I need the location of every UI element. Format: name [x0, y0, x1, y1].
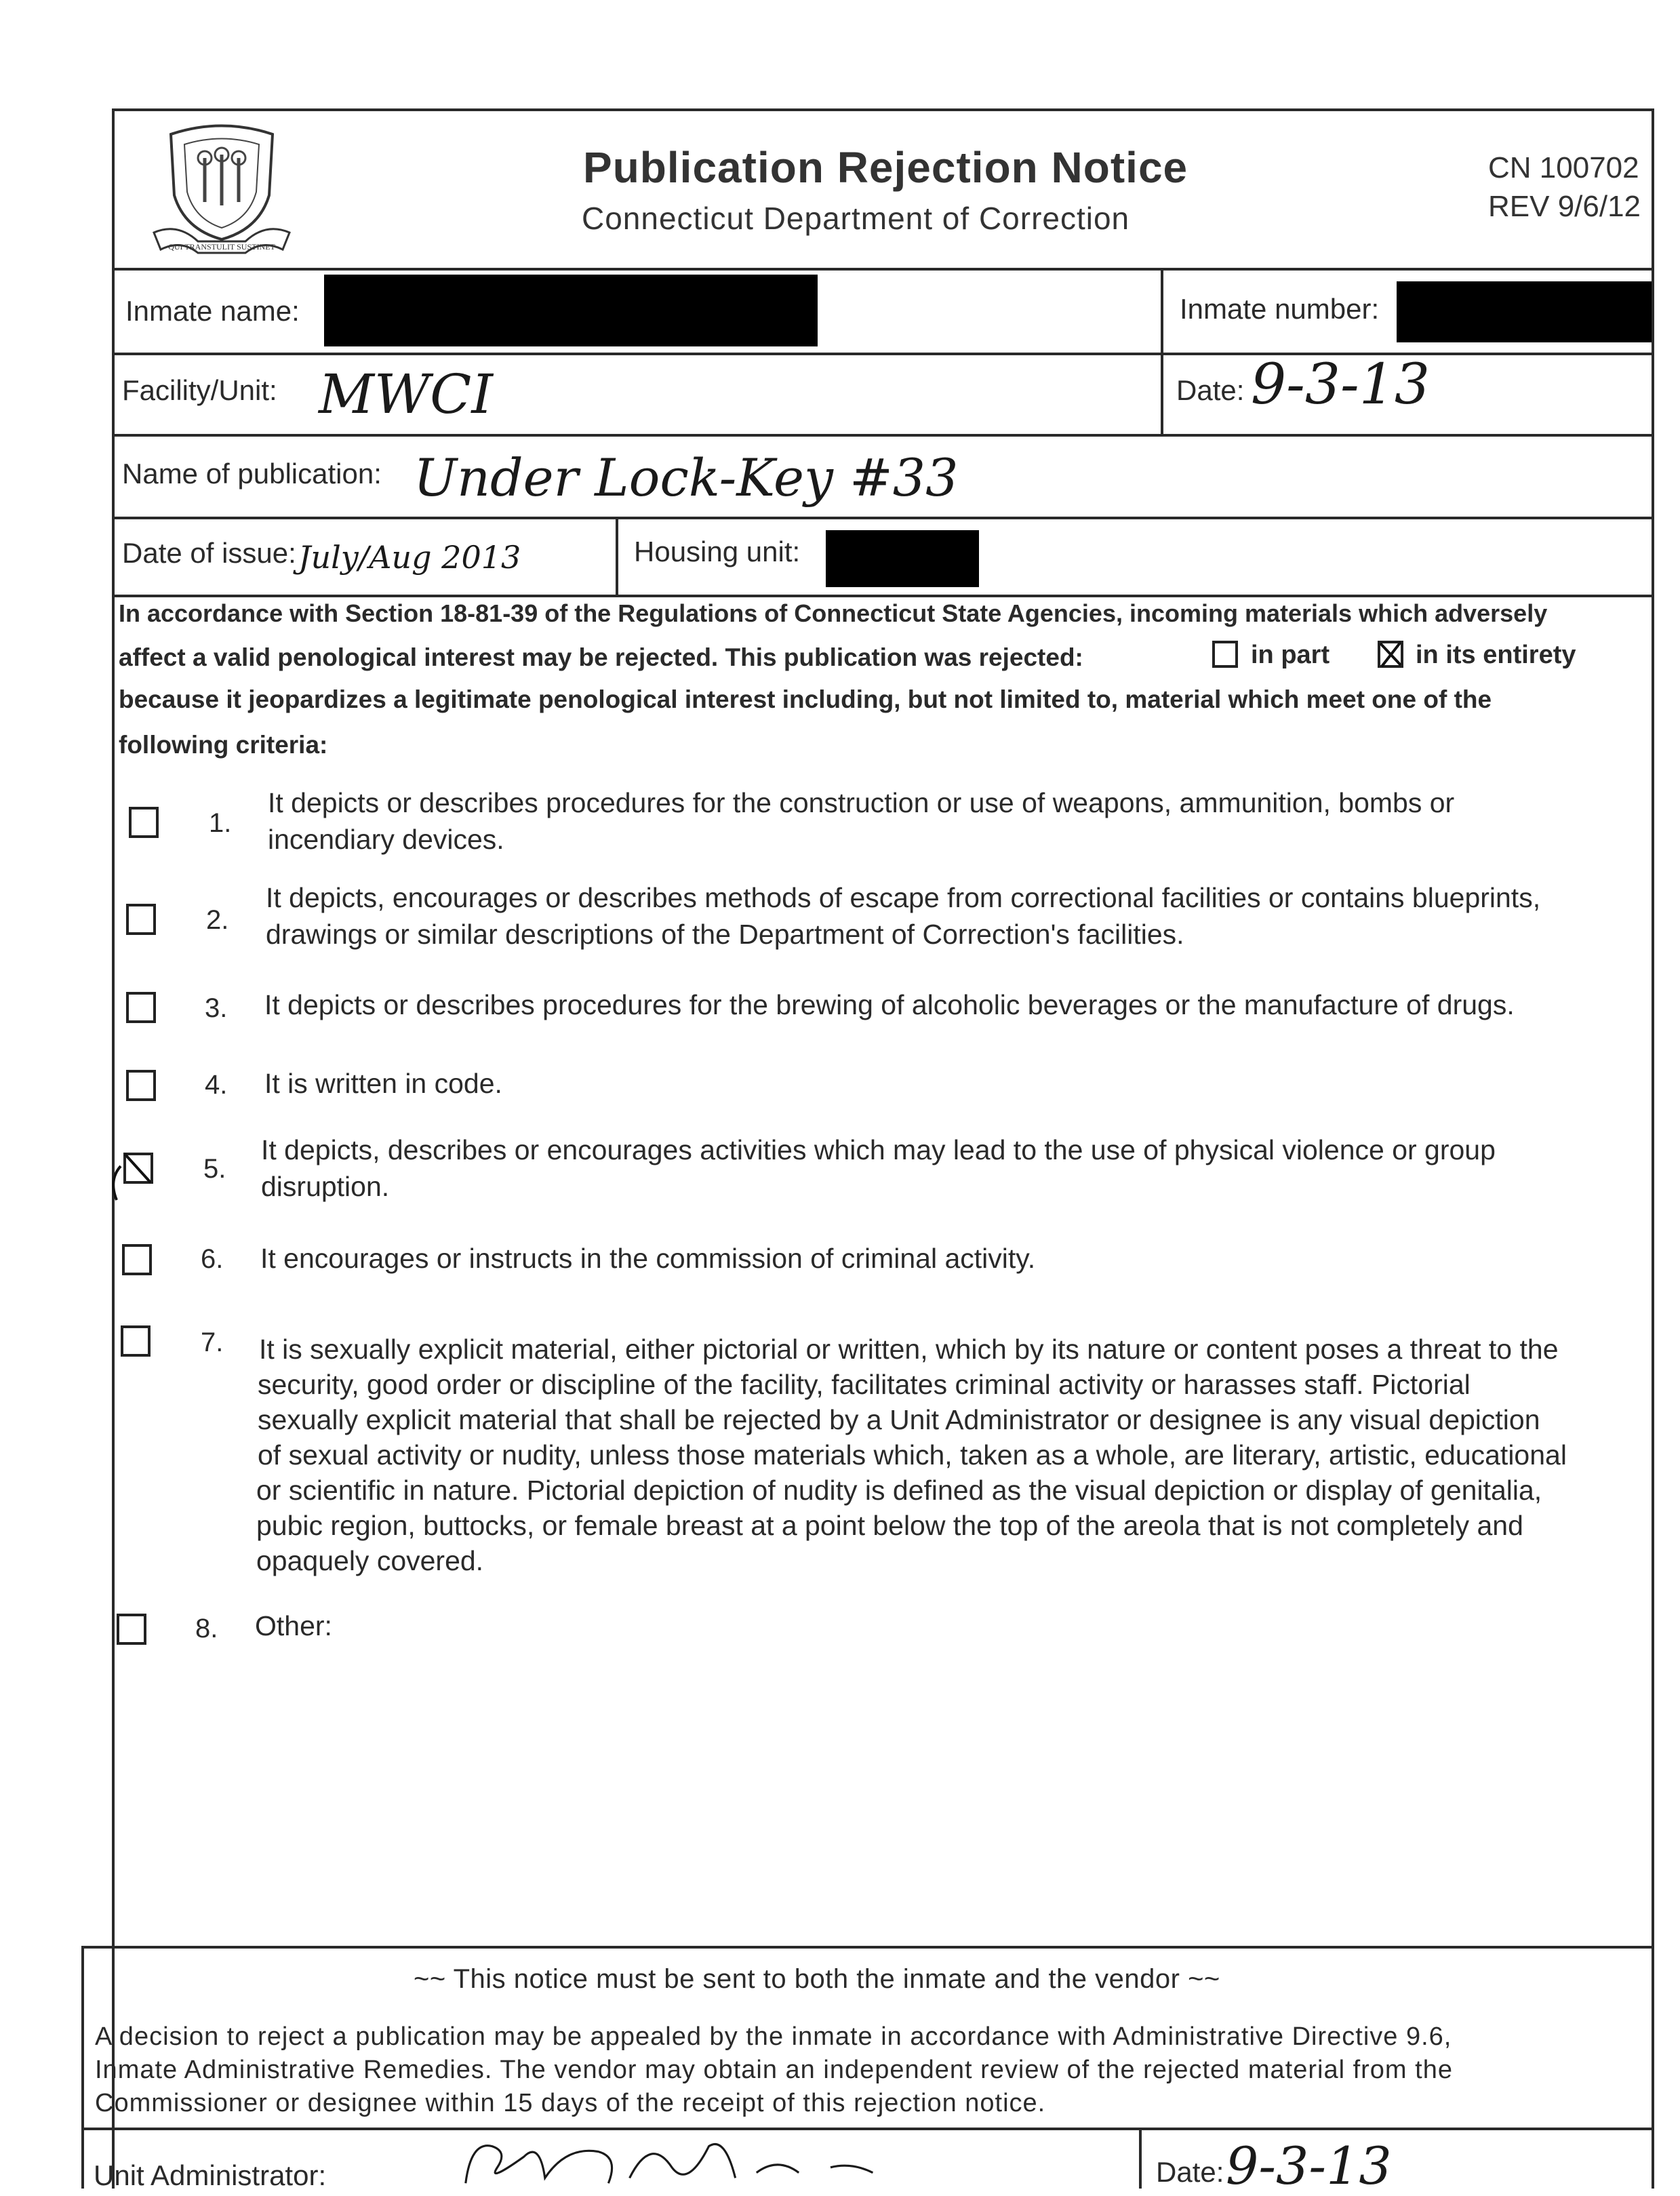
- footer-left: [81, 1946, 84, 2189]
- intro-line-1: In accordance with Section 18-81-39 of the Regulations of Connecticut State Agencies, incoming materials which adversely: [119, 599, 1548, 627]
- facility-value[interactable]: MWCI: [319, 363, 493, 426]
- col-divider-issue: [616, 517, 618, 595]
- criterion-1-line-2: incendiary devices.: [268, 824, 504, 855]
- inmate-name-redaction: [324, 275, 818, 346]
- intro-line-2: affect a valid penological interest may be rejected. This publication was rejected:: [119, 643, 1083, 671]
- inmate-number-label: Inmate number:: [1180, 293, 1380, 325]
- footer-date-label: Date:: [1156, 2156, 1224, 2188]
- criterion-2-checkbox[interactable]: [126, 904, 156, 935]
- criterion-5-line-2: disruption.: [261, 1171, 390, 1202]
- criterion-7-line-3: sexually explicit material that shall be rejected by a Unit Administrator or designee is any visual depiction: [258, 1404, 1540, 1435]
- issue-value[interactable]: July/Aug 2013: [298, 539, 521, 576]
- in-part-label: in part: [1251, 641, 1330, 669]
- frame-left: [112, 108, 115, 2189]
- in-part-checkbox[interactable]: [1212, 641, 1238, 668]
- criterion-5-checkbox[interactable]: [123, 1153, 153, 1184]
- inmate-number-redaction: [1397, 281, 1652, 342]
- appeal-line-2: Inmate Administrative Remedies. The vendor may obtain an independent review of the rejected material from the: [95, 2056, 1453, 2084]
- criterion-6-checkbox[interactable]: [122, 1244, 152, 1275]
- unit-admin-signature[interactable]: [393, 2136, 1003, 2189]
- row3-divider: [112, 517, 1654, 519]
- date-label: Date:: [1176, 374, 1245, 406]
- criterion-1-checkbox[interactable]: [129, 807, 159, 838]
- criterion-8-number: 8.: [195, 1614, 218, 1643]
- form-subtitle: Connecticut Department of Correction: [582, 201, 1130, 236]
- criterion-1-number: 1.: [209, 808, 232, 838]
- intro-line-3: because it jeopardizes a legitimate penological interest including, but not limited to, material which meet one of the: [119, 685, 1492, 713]
- appeal-line-1: A decision to reject a publication may be appealed by the inmate in accordance with Administrative Directive 9.6,: [95, 2022, 1452, 2051]
- criterion-7-line-5: or scientific in nature. Pictorial depiction of nudity is defined as the visual depiction or display of genitalia,: [256, 1475, 1542, 1506]
- issue-label: Date of issue:: [122, 537, 296, 569]
- criterion-6-number: 6.: [201, 1244, 224, 1274]
- in-entirety-label: in its entirety: [1416, 641, 1576, 669]
- inmate-name-label: Inmate name:: [125, 295, 300, 327]
- frame-right: [1652, 108, 1654, 2189]
- criterion-7-line-4: of sexual activity or nudity, unless those materials which, taken as a whole, are literary, artistic, educational: [258, 1439, 1567, 1471]
- header-divider: [112, 268, 1654, 271]
- criterion-3-checkbox[interactable]: [126, 992, 156, 1023]
- criterion-5-number: 5.: [203, 1154, 226, 1184]
- criterion-3-line-1: It depicts or describes procedures for the brewing of alcoholic beverages or the manufacture of drugs.: [264, 989, 1515, 1020]
- criterion-7-line-6: pubic region, buttocks, or female breast at a point below the top of the areola that is not completely and: [256, 1510, 1523, 1541]
- criterion-4-line-1: It is written in code.: [264, 1068, 502, 1099]
- footer-col-divider: [1139, 2128, 1142, 2189]
- footer-date-value[interactable]: 9-3-13: [1226, 2136, 1392, 2196]
- criterion-6-line-1: It encourages or instructs in the commission of criminal activity.: [260, 1243, 1036, 1274]
- housing-redaction: [826, 530, 979, 587]
- criterion-4-number: 4.: [205, 1070, 228, 1100]
- footer-bottom-divider: [81, 2128, 1654, 2130]
- facility-label: Facility/Unit:: [122, 374, 277, 406]
- criterion-5-line-1: It depicts, describes or encourages activities which may lead to the use of physical violence or group: [261, 1134, 1496, 1165]
- criterion-7-line-1: It is sexually explicit material, either pictorial or written, which by its nature or content poses a threat to the: [259, 1334, 1559, 1365]
- criterion-7-number: 7.: [201, 1327, 224, 1357]
- criterion-2-number: 2.: [206, 905, 229, 935]
- form-revision: REV 9/6/12: [1488, 190, 1641, 223]
- other-reason-area[interactable]: [255, 1654, 1638, 1925]
- check-mark-icon: [123, 1153, 153, 1184]
- unit-admin-label: Unit Administrator:: [94, 2159, 327, 2191]
- form-number: CN 100702: [1488, 151, 1639, 184]
- publication-label: Name of publication:: [122, 458, 382, 490]
- in-entirety-checkbox[interactable]: [1378, 641, 1403, 668]
- criterion-7-line-7: opaquely covered.: [256, 1545, 484, 1576]
- criterion-8-checkbox[interactable]: [117, 1614, 146, 1645]
- x-mark-icon: [1378, 641, 1403, 668]
- seal-motto: QUI TRANSTULIT SUSTINET: [168, 242, 275, 252]
- frame-top: [112, 108, 1654, 111]
- criterion-7-checkbox[interactable]: [121, 1325, 151, 1357]
- state-seal-icon: [151, 121, 293, 256]
- date-value[interactable]: 9-3-13: [1251, 353, 1431, 417]
- publication-value[interactable]: Under Lock-Key #33: [414, 447, 959, 508]
- criterion-8-other-label: Other:: [255, 1610, 332, 1641]
- criterion-2-line-1: It depicts, encourages or describes methods of escape from correctional facilities or contains blueprints,: [266, 882, 1541, 913]
- col-divider-top: [1161, 268, 1163, 434]
- row2-divider: [112, 434, 1654, 437]
- criterion-2-line-2: drawings or similar descriptions of the Department of Correction's facilities.: [266, 919, 1184, 950]
- intro-line-4: following criteria:: [119, 731, 328, 759]
- appeal-line-3: Commissioner or designee within 15 days of the receipt of this rejection notice.: [95, 2089, 1046, 2117]
- criterion-1-line-1: It depicts or describes procedures for the construction or use of weapons, ammunition, bombs or: [268, 787, 1455, 818]
- criterion-7-line-2: security, good order or discipline of the facility, facilitates criminal activity or harasses staff. Pictorial: [258, 1369, 1471, 1400]
- notice-line: ~~ This notice must be sent to both the inmate and the vendor ~~: [414, 1964, 1220, 1994]
- footer-top-divider: [81, 1946, 1654, 1949]
- form-title: Publication Rejection Notice: [583, 143, 1188, 192]
- criterion-3-number: 3.: [205, 993, 228, 1023]
- criterion-4-checkbox[interactable]: [126, 1070, 156, 1101]
- housing-label: Housing unit:: [634, 536, 801, 567]
